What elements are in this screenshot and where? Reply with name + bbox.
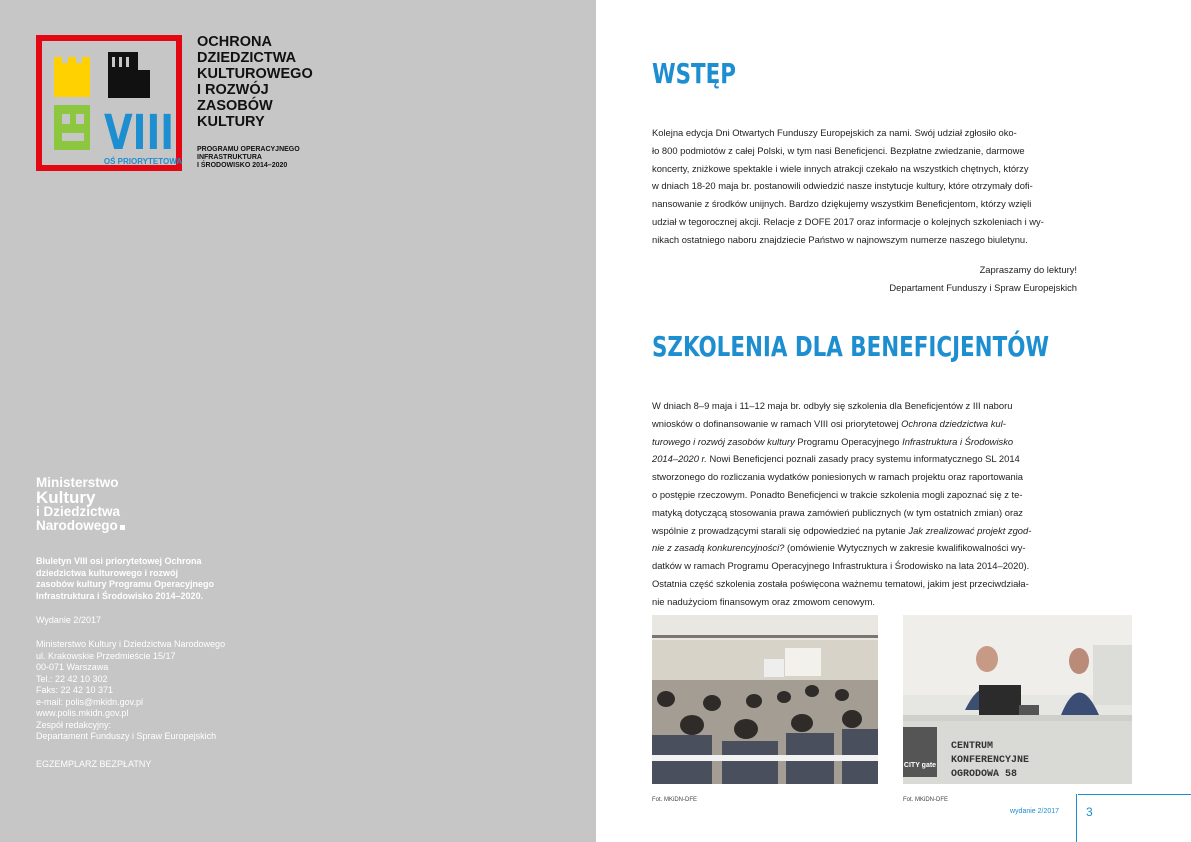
contact-line: 00-071 Warszawa [36,662,109,672]
training-heading: SZKOLENIA DLA BENEFICJENTÓW [652,330,1050,363]
intro-line: w dniach 18-20 maja br. postanowili odwiedzić nasze instytucje kultury, które otrzymały dofi- [652,180,1033,192]
venue-sign-line: CENTRUM [951,741,994,752]
training-line: datków w ramach Programu Operacyjnego Infrastruktura i Środowisko na lata 2014–2020). [652,560,1030,572]
bulletin-line: Biuletyn VIII osi priorytetowej Ochrona [36,556,202,566]
intro-heading: WSTĘP [652,57,736,90]
training-line: o postępie rzeczowym. Ponadto Beneficjenci w trakcie szkolenia mogli zapoznać się z te- [652,488,1023,500]
training-line: stworzonego do rozliczania wydatków poniesionych w ramach projektu oraz raportowania [652,471,1024,483]
free-copy-label: EGZEMPLARZ BEZPŁATNY [36,759,152,769]
venue-sign-line: OGRODOWA 58 [951,769,1018,780]
venue-brand: CITY gate [903,762,937,769]
contact-line: Departament Funduszy i Spraw Europejskich [36,731,217,741]
ministry-logo-line: Ministerstwo [36,475,119,490]
logo-title-line: ZASOBÓW [197,98,273,114]
ministry-logo [36,476,125,533]
training-room-photo [652,615,878,784]
contact-line: Zespół redakcyjny: [36,719,112,730]
ministry-logo-line: Kultury [36,488,96,507]
contact-website[interactable]: www.polis.mkidn.gov.pl [36,708,129,718]
logo-title [197,34,337,130]
contact-line: Tel.: 22 42 10 302 [36,673,108,684]
footer-rule [1076,794,1077,842]
bulletin-line: zasobów kultury Programu Operacyjnego [36,579,215,589]
training-line: 2014–2020 r. Nowi Beneficjenci poznali zasady pracy systemu informatycznego SL 2014 [652,453,1020,465]
contact-block [36,639,225,743]
bulletin-line: Infrastruktura i Środowisko 2014–2020. [36,590,204,601]
logo-subtitle-line: I ŚRODOWISKO 2014–2020 [197,162,288,169]
contact-line: Ministerstwo Kultury i Dziedzictwa Narodowego [36,639,226,649]
department-signature: Departament Funduszy i Spraw Europejskich [889,281,1077,293]
contact-line: ul. Krakowskie Przedmieście 15/17 [36,650,176,661]
intro-line: nikach ostatniego naboru znajdziecie Państwo w najnowszym numerze naszego biuletynu. [652,233,1028,245]
ministry-logo-dot [120,525,125,530]
ornament-icon [54,105,90,150]
priority-axis-logo [36,35,182,171]
training-line: Ostatnia część szkolenia została poświęcona ważnemu tematowi, jakim jest przeciwdziała- [652,577,1029,589]
page-number: 3 [1086,805,1093,819]
footer-rule [1078,794,1191,795]
logo-title-line: KULTURY [197,114,265,130]
bulletin-description [36,556,214,602]
intro-line: koncerty, zniżkowe spektakle i wiele innych atrakcji czekało na wszystkich chętnych, którzy [652,162,1029,174]
training-line: matyką dotyczącą stosowania prawa zamówień publicznych (w tym ostatnich zmian) oraz [652,506,1023,518]
photo-credit: Fot. MKiDN-DFE [903,797,948,803]
contact-email[interactable]: e-mail: polis@mkidn.gov.pl [36,696,144,707]
training-line: turowego i rozwój zasobów kultury Programu Operacyjnego Infrastruktura i Środowisko [652,435,1014,447]
training-line: W dniach 8–9 maja i 11–12 maja br. odbyły się szkolenia dla Beneficjentów z III naboru [652,400,1013,411]
logo-title-line: KULTUROWEGO [197,66,313,82]
conference-center-photo [903,615,1132,784]
logo-subtitle [197,146,337,170]
intro-signature [889,261,1077,297]
right-page [596,0,1191,842]
issue-number: Wydanie 2/2017 [36,615,101,625]
training-paragraph [652,397,1076,611]
footer-issue: wydanie 2/2017 [1010,808,1060,815]
venue-sign-line: KONFERENCYJNE [951,755,1030,766]
intro-line: udział w tegorocznej akcji. Relacje z DOFE 2017 oraz informacje o kolejnych szkoleniach i wy- [652,215,1044,227]
bulletin-line: dziedzictwa kulturowego i rozwój [36,567,179,578]
logo-number: VIII [104,105,174,161]
logo-title-line: DZIEDZICTWA [197,50,297,66]
ministry-logo-line: Narodowego [36,518,118,533]
logo-title-line: OCHRONA [197,34,272,50]
photo-credit: Fot. MKiDN-DFE [652,797,697,803]
intro-paragraph [652,124,1076,249]
training-line: nie z zasadą konkurencyjności? (omówienie Wytycznych w zakresie kwalifikowalności wy- [652,542,1026,554]
ministry-logo-line: i Dziedzictwa [36,504,121,519]
training-line: wniosków o dofinansowanie w ramach VIII osi priorytetowej Ochrona dziedzictwa kul- [652,417,1006,429]
invitation-line: Zapraszamy do lektury! [979,264,1077,275]
logo-axis-label: OŚ PRIORYTETOWA [103,157,182,166]
intro-line: Kolejna edycja Dni Otwartych Funduszy Europejskich za nami. Swój udział zgłosiło oko- [652,127,1017,138]
logo-title-line: I ROZWÓJ [197,82,269,98]
intro-line: ło 800 podmiotów z całej Polski, w tym nasi Beneficjenci. Bezpłatne zwiedzanie, darmowe [652,144,1025,156]
contact-line: Faks: 22 42 10 371 [36,685,114,695]
training-line: nie nadużyciom finansowym oraz zmowom cenowym. [652,595,875,607]
castle-icon [54,57,90,97]
intro-line: nansowanie z środków unijnych. Bardzo dziękujemy wszystkim Beneficjentom, którzy wzięli [652,198,1032,210]
logo-subtitle-line: PROGRAMU OPERACYJNEGO [197,146,300,153]
logo-subtitle-line: INFRASTRUKTURA [197,154,262,161]
training-line: wspólnie z prowadzącymi starali się odpowiedzieć na pytanie Jak zrealizować projekt zgod- [652,524,1032,536]
